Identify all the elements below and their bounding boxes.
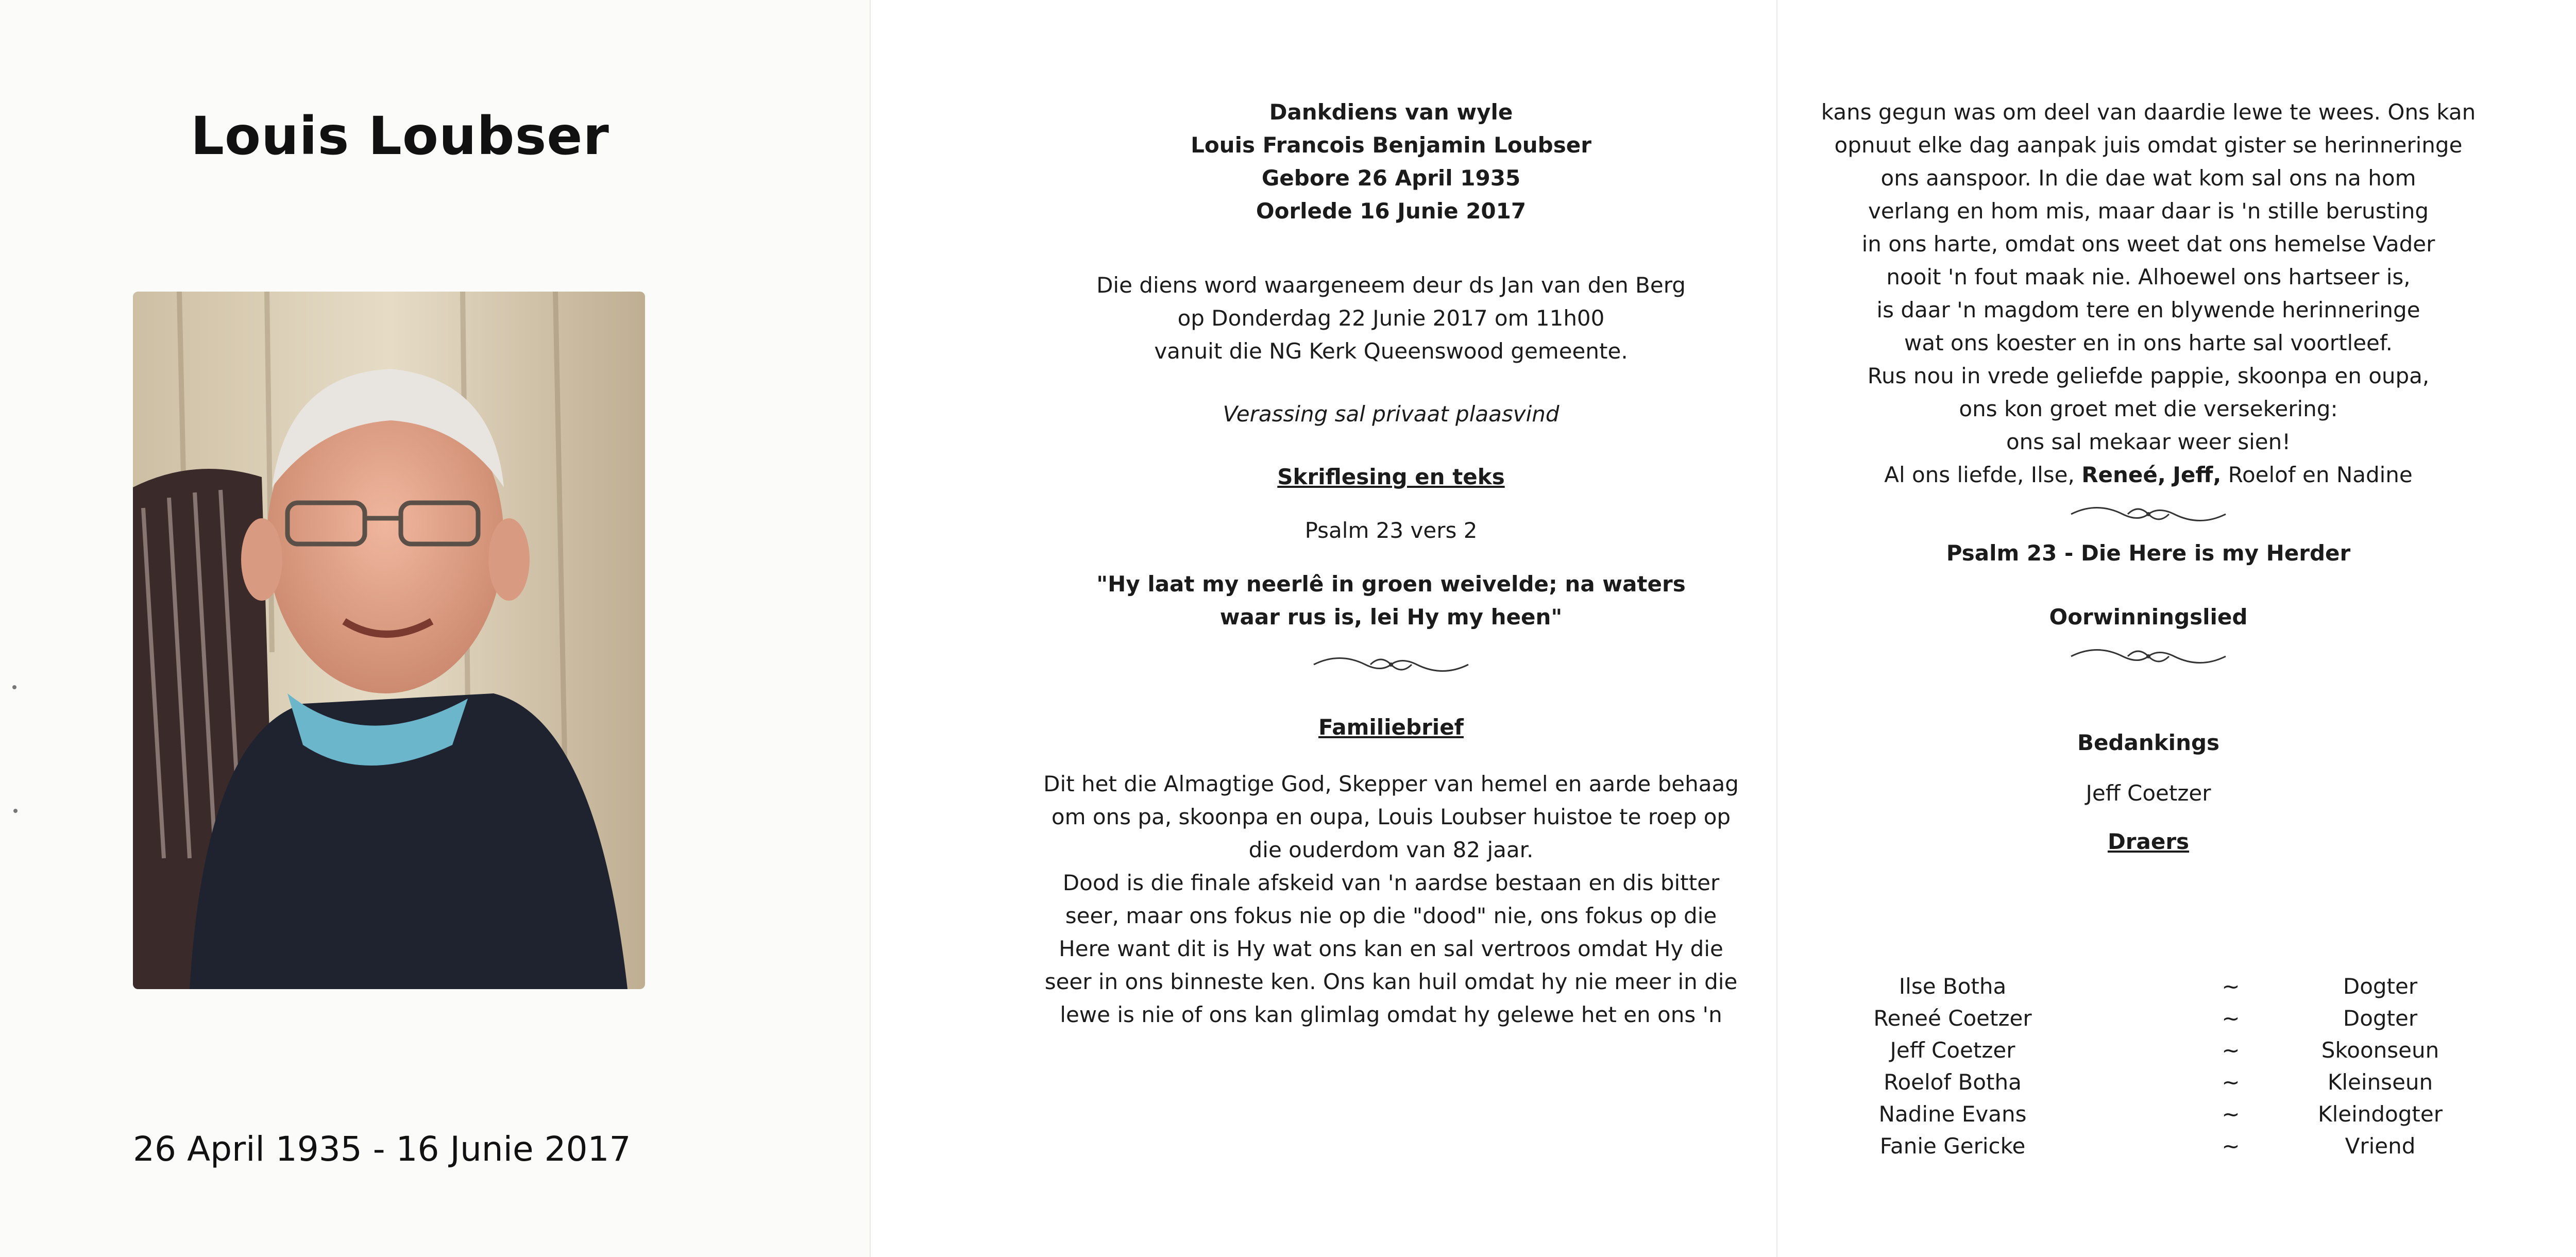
- signature-name: Jeff,: [2173, 462, 2222, 487]
- service-heading: Dankdiens van wyle: [1269, 99, 1513, 125]
- bearer-relation: Kleinseun: [2327, 1069, 2433, 1095]
- family-letter-line: Here want dit is Hy wat ons kan en sal vertroos omdat Hy die: [1059, 936, 1723, 961]
- signature-name: Ilse,: [2030, 462, 2075, 487]
- family-letter-line: om ons pa, skoonpa en oupa, Louis Loubser huistoe te roep op: [1051, 804, 1731, 829]
- bearer-row: [1855, 1003, 2463, 1034]
- family-letter-line: die ouderdom van 82 jaar.: [1248, 837, 1534, 862]
- family-letter-line: Dood is die finale afskeid van 'n aardse bestaan en dis bitter: [1062, 870, 1720, 895]
- deceased-full-name: Louis Francois Benjamin Loubser: [1191, 132, 1591, 158]
- victory-song: Oorwinningslied: [2049, 604, 2248, 630]
- service-column: [1010, 96, 1772, 1031]
- family-letter-line: wat ons koester en in ons harte sal voortleef.: [1904, 330, 2393, 355]
- family-letter-line: verlang en hom mis, maar daar is 'n stille berusting: [1868, 198, 2429, 224]
- family-letter-line: Rus nou in vrede geliefde pappie, skoonpa en oupa,: [1867, 363, 2430, 388]
- family-letter-line: opnuut elke dag aanpak juis omdat gister se herinneringe: [1834, 132, 2463, 158]
- signature-name: Reneé,: [2081, 462, 2166, 487]
- bearer-row: [1855, 971, 2463, 1003]
- bearer-row: [1855, 1098, 2463, 1130]
- bearer-row: [1855, 1034, 2463, 1066]
- signature-name: Roelof en Nadine: [2228, 462, 2413, 487]
- portrait-image: [133, 292, 645, 989]
- bearer-name: Nadine Evans: [1878, 1101, 2027, 1127]
- bearer-separator: ~: [2222, 1101, 2240, 1127]
- psalm-hymn: Psalm 23 - Die Here is my Herder: [1946, 540, 2351, 566]
- service-conduct-line: vanuit die NG Kerk Queenswood gemeente.: [1154, 338, 1628, 364]
- family-letter-line: Dit het die Almagtige God, Skepper van hemel en aarde behaag: [1043, 771, 1739, 796]
- bearer-name: Fanie Gericke: [1879, 1133, 2026, 1159]
- family-letter-line: seer in ons binneste ken. Ons kan huil omdat hy nie meer in die: [1044, 969, 1738, 994]
- bearer-separator: ~: [2222, 1133, 2240, 1159]
- family-letter-line: seer, maar ons fokus nie op die "dood" nie, ons fokus op die: [1065, 903, 1717, 928]
- letter-continued-column: [1803, 96, 2494, 858]
- thanks-name: Jeff Coetzer: [2086, 780, 2211, 806]
- bearer-relation: Vriend: [2345, 1133, 2416, 1159]
- birth-date: Gebore 26 April 1935: [1261, 165, 1521, 191]
- thanks-heading: Bedankings: [2077, 730, 2220, 755]
- bearer-name: Jeff Coetzer: [1890, 1038, 2015, 1063]
- family-letter-line: kans gegun was om deel van daardie lewe te wees. Ons kan: [1821, 99, 2476, 125]
- bearer-relation: Kleindogter: [2318, 1101, 2443, 1127]
- bearer-row: [1855, 1130, 2463, 1162]
- bearer-name: Ilse Botha: [1899, 974, 2007, 999]
- scripture-reference: Psalm 23 vers 2: [1304, 518, 1478, 543]
- signature-prefix: Al ons liefde,: [1884, 462, 2024, 487]
- bearer-separator: ~: [2222, 1006, 2240, 1031]
- bearer-name: Roelof Botha: [1884, 1069, 2022, 1095]
- family-letter-line: ons kon groet met die versekering:: [1959, 396, 2338, 421]
- scan-speck: [13, 809, 18, 813]
- bearer-relation: Skoonseun: [2321, 1038, 2439, 1063]
- flourish-ornament: [2066, 641, 2231, 672]
- portrait-photo: [133, 292, 645, 989]
- scripture-heading: Skriflesing en teks: [1277, 464, 1505, 489]
- flourish-ornament: [1309, 649, 1473, 680]
- family-signature: [1803, 458, 2494, 491]
- bearer-separator: ~: [2222, 1069, 2240, 1095]
- service-conduct-line: op Donderdag 22 Junie 2017 om 11h00: [1177, 305, 1605, 331]
- bearer-separator: ~: [2222, 1038, 2240, 1063]
- bearer-separator: ~: [2222, 974, 2240, 999]
- bearer-name: Reneé Coetzer: [1873, 1006, 2032, 1031]
- cover-dates: 26 April 1935 - 16 Junie 2017: [133, 1129, 631, 1169]
- bearers-table: [1855, 971, 2463, 1162]
- bearer-relation: Dogter: [2343, 974, 2418, 999]
- family-letter-line: ons sal mekaar weer sien!: [2006, 429, 2291, 454]
- cover-name: Louis Loubser: [191, 106, 609, 167]
- family-letter-heading: Familiebrief: [1318, 715, 1464, 740]
- family-letter-line: ons aanspoor. In die dae wat kom sal ons na hom: [1880, 165, 2416, 191]
- service-conduct-line: Die diens word waargeneem deur ds Jan van den Berg: [1096, 273, 1686, 298]
- family-letter-line: lewe is nie of ons kan glimlag omdat hy gelewe het en ons 'n: [1060, 1002, 1722, 1027]
- bearer-row: [1855, 1066, 2463, 1098]
- scan-speck: [12, 685, 16, 689]
- flourish-ornament: [2066, 499, 2231, 530]
- cremation-note: Verassing sal privaat plaasvind: [1223, 401, 1560, 427]
- family-letter-line: in ons harte, omdat ons weet dat ons hemelse Vader: [1861, 231, 2435, 257]
- family-letter-line: nooit 'n fout maak nie. Alhoewel ons hartseer is,: [1886, 264, 2411, 290]
- scripture-text-line: waar rus is, lei Hy my heen": [1219, 604, 1563, 630]
- scripture-text-line: "Hy laat my neerlê in groen weivelde; na waters: [1096, 571, 1686, 597]
- bearer-relation: Dogter: [2343, 1006, 2418, 1031]
- family-letter-line: is daar 'n magdom tere en blywende herinneringe: [1876, 297, 2420, 322]
- death-date: Oorlede 16 Junie 2017: [1256, 198, 1527, 224]
- bearers-heading: Draers: [2107, 829, 2190, 854]
